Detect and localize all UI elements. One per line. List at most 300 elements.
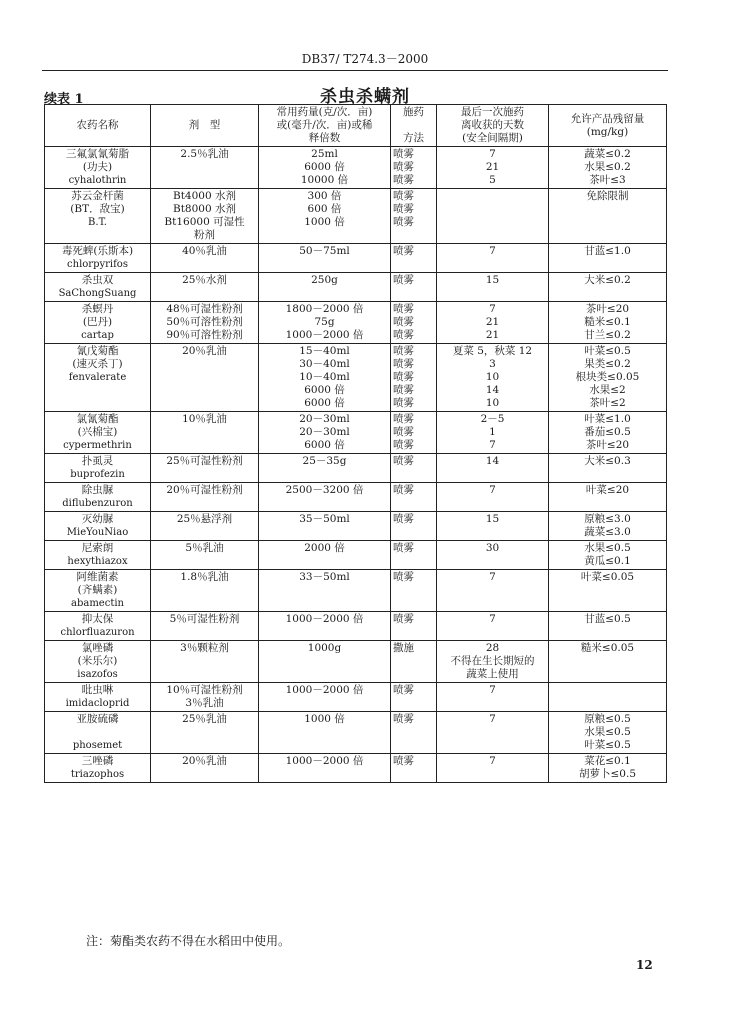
cell-interval [437, 412, 549, 454]
cell-line: 1000－2000 倍 [285, 755, 364, 767]
header-line: 方法 [403, 132, 424, 144]
cell-line: 7 [489, 245, 496, 257]
cell-residue [549, 712, 667, 754]
cell-line: 1000 倍 [304, 216, 345, 228]
cell-dose [259, 302, 391, 344]
cell-interval [437, 147, 549, 189]
cell-line: hexythiazox [67, 556, 128, 567]
cell-line: 毒死蜱(乐斯本) [61, 245, 134, 257]
cell-line: 7 [489, 303, 496, 315]
cell-dose [259, 683, 391, 712]
cell-line: 胡萝卜≤0.5 [579, 768, 636, 780]
cell-method [391, 189, 437, 244]
cell-line: 苏云金杆菌 [71, 190, 124, 202]
cell-line: 6000 倍 [304, 397, 345, 409]
cell-line: 水果≤0.5 [584, 726, 631, 738]
cell-name [45, 454, 151, 483]
cell-name [45, 147, 151, 189]
cell-residue [549, 302, 667, 344]
table-row [45, 344, 667, 412]
cell-residue [549, 683, 667, 712]
cell-line: 10－40ml [299, 371, 350, 383]
cell-line: diflubenzuron [62, 498, 133, 509]
table-row [45, 189, 667, 244]
cell-line: 1.8％乳油 [180, 571, 229, 583]
cell-line: Bt16000 可湿性 [164, 216, 245, 228]
cell-line: 原粮≤0.5 [584, 713, 631, 725]
cell-line: (速灭杀丁) [72, 358, 123, 370]
cell-line: 1 [489, 426, 496, 438]
header-method [391, 105, 437, 147]
cell-line: B.T. [88, 217, 107, 228]
cell-name [45, 541, 151, 570]
cell-line: 21 [485, 316, 500, 328]
cell-line: 7 [489, 439, 496, 451]
cell-line: 原粮≤3.0 [584, 513, 631, 525]
header-residue [549, 105, 667, 147]
cell-interval [437, 683, 549, 712]
cell-line: 抑太保 [81, 613, 114, 625]
cell-line: 扑虱灵 [81, 455, 114, 467]
cell-interval [437, 273, 549, 302]
cell-name [45, 189, 151, 244]
header-line: (mg/kg) [586, 125, 629, 138]
cell-name [45, 712, 151, 754]
cell-line: 尼索朗 [81, 542, 114, 554]
cell-line: cartap [81, 330, 114, 341]
cell-line: 7 [489, 613, 496, 625]
cell-line: 叶菜≤20 [585, 484, 630, 496]
cell-residue [549, 344, 667, 412]
cell-form [151, 454, 259, 483]
cell-line: 25％水剂 [182, 274, 227, 286]
cell-form [151, 541, 259, 570]
cell-line: 杀螟丹 [81, 303, 114, 315]
cell-dose [259, 541, 391, 570]
cell-line: 1000g [307, 642, 342, 654]
cell-line: 2000 倍 [304, 542, 345, 554]
cell-form [151, 570, 259, 612]
cell-line: 粉剂 [194, 229, 215, 241]
header-line: 剂 型 [188, 119, 221, 131]
cell-dose [259, 483, 391, 512]
cell-line: 甘蓝≤0.5 [584, 613, 631, 625]
continued-label: 续表 1 [44, 92, 84, 107]
cell-line: 除虫脲 [81, 484, 114, 496]
table-header-row [45, 105, 667, 147]
cell-name [45, 612, 151, 641]
cell-line: 喷雾 [393, 397, 414, 409]
cell-dose [259, 344, 391, 412]
cell-interval [437, 244, 549, 273]
cell-line: 21 [485, 161, 500, 173]
cell-residue [549, 412, 667, 454]
cell-line: 28 [485, 642, 500, 654]
cell-residue [549, 612, 667, 641]
cell-line: imidacloprid [65, 698, 130, 709]
cell-line: 蔬菜≤3.0 [584, 526, 631, 538]
cell-line: 茶叶≤3 [589, 174, 626, 186]
cell-line: 水果≤0.2 [584, 161, 631, 173]
cell-line: 7 [489, 684, 496, 696]
header-line [393, 119, 434, 132]
cell-line: 6000 倍 [304, 384, 345, 396]
table-row [45, 454, 667, 483]
cell-line: triazophos [70, 769, 125, 780]
pesticide-table [44, 104, 667, 783]
cell-residue [549, 273, 667, 302]
cell-line: 不得在生长期短的 [450, 655, 535, 667]
table-row [45, 147, 667, 189]
cell-dose [259, 454, 391, 483]
cell-line: 喷雾 [393, 413, 414, 425]
cell-line: 叶菜≤0.5 [584, 739, 631, 751]
cell-line: (BT．敌宝) [70, 203, 125, 215]
cell-line: 喷雾 [393, 371, 414, 383]
cell-interval [437, 344, 549, 412]
table-row [45, 712, 667, 754]
cell-line: 喷雾 [393, 571, 414, 583]
cell-residue [549, 641, 667, 683]
cell-method [391, 273, 437, 302]
cell-residue [549, 244, 667, 273]
cell-residue [549, 189, 667, 244]
header-line: 农药名称 [76, 119, 119, 131]
cell-line: chlorfluazuron [60, 627, 135, 638]
cell-line: 7 [489, 755, 496, 767]
cell-method [391, 754, 437, 783]
cell-method [391, 302, 437, 344]
cell-line: 250g [311, 274, 338, 286]
cell-line: 7 [489, 148, 496, 160]
cell-form [151, 244, 259, 273]
cell-form [151, 712, 259, 754]
table-row [45, 273, 667, 302]
header-line: 最后一次施药 [461, 106, 524, 118]
cell-line: 6000 倍 [304, 439, 345, 451]
cell-line: 亚胺硫磷 [76, 713, 119, 725]
cell-line: 喷雾 [393, 274, 414, 286]
cell-line: 10％乳油 [182, 413, 227, 425]
table-row [45, 612, 667, 641]
cell-form [151, 344, 259, 412]
cell-line: 25％可湿性粉剂 [166, 455, 243, 467]
cell-line: 7 [489, 713, 496, 725]
cell-name [45, 683, 151, 712]
cell-line: 喷雾 [393, 713, 414, 725]
cell-line: 7 [489, 484, 496, 496]
cell-line: 300 倍 [307, 190, 342, 202]
cell-line: 喷雾 [393, 303, 414, 315]
cell-line: 20％乳油 [182, 755, 227, 767]
cell-form [151, 412, 259, 454]
header-line: (安全间隔期) [462, 132, 523, 144]
cell-method [391, 483, 437, 512]
cell-method [391, 612, 437, 641]
cell-line: 喷雾 [393, 316, 414, 328]
cell-line: 90％可溶性粉剂 [166, 329, 243, 341]
cell-residue [549, 754, 667, 783]
cell-line: 14 [485, 455, 500, 467]
cell-line: 30－40ml [299, 358, 350, 370]
header-line: 或(毫升/次．亩)或稀 [276, 119, 373, 131]
cell-dose [259, 712, 391, 754]
cell-form [151, 302, 259, 344]
cell-line: 撒施 [393, 642, 414, 654]
cell-interval [437, 189, 549, 244]
cell-line: 果类≤0.2 [584, 358, 631, 370]
cell-line: 三唑磷 [81, 755, 114, 767]
cell-line: 喷雾 [393, 161, 414, 173]
table-row [45, 754, 667, 783]
cell-form [151, 754, 259, 783]
cell-form [151, 147, 259, 189]
cell-line: 20－30ml [299, 426, 350, 438]
cell-line: 甘蓝≤1.0 [584, 245, 631, 257]
cell-form [151, 612, 259, 641]
footnote: 注：菊酯类农药不得在水稻田中使用。 [86, 934, 291, 948]
cell-interval [437, 302, 549, 344]
cell-line: 15－40ml [299, 345, 350, 357]
cell-line: 14 [485, 384, 500, 396]
table-row [45, 302, 667, 344]
cell-line: 喷雾 [393, 613, 414, 625]
cell-interval [437, 754, 549, 783]
cell-line: 喷雾 [393, 190, 414, 202]
cell-line: 25ml [311, 148, 338, 160]
cell-line: 氯唑磷 [81, 642, 114, 654]
cell-line: 喷雾 [393, 148, 414, 160]
cell-residue [549, 541, 667, 570]
cell-line: (齐螨素) [77, 584, 118, 596]
cell-line: MieYouNiao [66, 527, 129, 538]
cell-interval [437, 541, 549, 570]
cell-line: 21 [485, 329, 500, 341]
header-line: 释倍数 [308, 132, 341, 144]
cell-interval [437, 570, 549, 612]
cell-method [391, 244, 437, 273]
cell-line: 菜花≤0.1 [584, 755, 631, 767]
cell-line: chlorpyrifos [67, 259, 128, 270]
cell-line: 35－50ml [299, 513, 350, 525]
cell-line: 喷雾 [393, 484, 414, 496]
cell-line: phosemet [72, 740, 123, 751]
cell-line: 1000－2000 倍 [285, 329, 364, 341]
cell-line: 20％可湿性粉剂 [166, 484, 243, 496]
cell-line: SaChongSuang [58, 288, 137, 299]
cell-form [151, 641, 259, 683]
cell-line: 10％可湿性粉剂 [166, 684, 243, 696]
cell-dose [259, 754, 391, 783]
cell-line: 33－50ml [299, 571, 350, 583]
header-line: 常用药量(克/次．亩) [276, 106, 373, 118]
cell-line: 水果≤0.5 [584, 542, 631, 554]
cell-dose [259, 570, 391, 612]
cell-line: 1000－2000 倍 [285, 613, 364, 625]
cell-line: Bt8000 水剂 [173, 203, 236, 215]
cell-form [151, 512, 259, 541]
cell-line: 5％可湿性粉剂 [169, 613, 240, 625]
cell-name [45, 273, 151, 302]
cell-line: Bt4000 水剂 [173, 190, 236, 202]
cell-name [45, 641, 151, 683]
table-row [45, 412, 667, 454]
cell-line: 大米≤0.3 [584, 455, 631, 467]
cell-line: 喷雾 [393, 245, 414, 257]
cell-line: 茶叶≤20 [585, 439, 630, 451]
cell-line: 5％乳油 [185, 542, 224, 554]
cell-line: 25％乳油 [182, 713, 227, 725]
cell-line: (巴丹) [82, 316, 113, 328]
cell-line: 3％乳油 [185, 697, 224, 709]
cell-line: 48％可湿性粉剂 [166, 303, 243, 315]
cell-line: 甘兰≤0.2 [584, 329, 631, 341]
cell-interval [437, 512, 549, 541]
cell-dose [259, 189, 391, 244]
header-name [45, 105, 151, 147]
cell-line: 2500－3200 倍 [285, 484, 364, 496]
cell-line: 2.5％乳油 [180, 148, 229, 160]
cell-line: 喷雾 [393, 174, 414, 186]
cell-line: buprofezin [70, 469, 125, 480]
cell-line: 喷雾 [393, 439, 414, 451]
cell-line: 氯氰菊酯 [76, 413, 119, 425]
page-number: 12 [636, 958, 653, 972]
cell-interval [437, 454, 549, 483]
cell-dose [259, 147, 391, 189]
header-dose [259, 105, 391, 147]
cell-line: cyhalothrin [68, 175, 127, 186]
cell-line: 3％颗粒剂 [180, 642, 229, 654]
cell-line: 杀虫双 [81, 274, 114, 286]
header-form [151, 105, 259, 147]
cell-method [391, 454, 437, 483]
header-interval [437, 105, 549, 147]
cell-dose [259, 273, 391, 302]
cell-line: 喷雾 [393, 513, 414, 525]
cell-line: 5 [489, 174, 496, 186]
cell-line: (兴棉宝) [77, 426, 118, 438]
cell-line: 氰戊菊酯 [76, 345, 119, 357]
cell-line: 10000 倍 [300, 174, 349, 186]
cell-method [391, 344, 437, 412]
cell-line: 喷雾 [393, 216, 414, 228]
cell-line [47, 726, 148, 739]
cell-residue [549, 454, 667, 483]
cell-interval [437, 641, 549, 683]
cell-line: 3 [489, 358, 496, 370]
cell-line: 喷雾 [393, 345, 414, 357]
cell-line: 6000 倍 [304, 161, 345, 173]
cell-dose [259, 641, 391, 683]
table-title: 杀虫杀螨剂 [320, 87, 410, 107]
cell-form [151, 483, 259, 512]
cell-line: 蔬菜≤0.2 [584, 148, 631, 160]
cell-line: isazofos [77, 669, 118, 680]
cell-line: 糙米≤0.05 [580, 642, 635, 654]
cell-line: (功夫) [82, 161, 113, 173]
header-line: 离收获的天数 [461, 119, 524, 131]
cell-name [45, 302, 151, 344]
cell-name [45, 412, 151, 454]
cell-dose [259, 512, 391, 541]
cell-dose [259, 412, 391, 454]
cell-name [45, 483, 151, 512]
cell-line: 1800－2000 倍 [285, 303, 364, 315]
cell-line: 喷雾 [393, 384, 414, 396]
cell-name [45, 754, 151, 783]
cell-line: 蔬菜上使用 [466, 668, 519, 680]
cell-line: 茶叶≤20 [585, 303, 630, 315]
cell-method [391, 412, 437, 454]
cell-name [45, 344, 151, 412]
cell-form [151, 189, 259, 244]
cell-line: fenvalerate [68, 372, 127, 383]
cell-line: 15 [485, 274, 500, 286]
cell-line: 600 倍 [307, 203, 342, 215]
cell-name [45, 512, 151, 541]
cell-line: 叶菜≤0.05 [580, 571, 635, 583]
cell-line: 吡虫啉 [81, 684, 114, 696]
cell-line: 1000 倍 [304, 713, 345, 725]
cell-line: 50％可溶性粉剂 [166, 316, 243, 328]
cell-line: 夏菜 5，秋菜 12 [452, 345, 533, 357]
table-row [45, 512, 667, 541]
standard-number: DB37/ T274.3－2000 [301, 52, 429, 66]
cell-name [45, 570, 151, 612]
cell-line: 喷雾 [393, 358, 414, 370]
cell-residue [549, 483, 667, 512]
cell-line: 15 [485, 513, 500, 525]
cell-line: 免除限制 [586, 190, 629, 202]
cell-method [391, 147, 437, 189]
cell-line: 糙米≤0.1 [584, 316, 631, 328]
cell-line: 40％乳油 [182, 245, 227, 257]
table-row [45, 683, 667, 712]
cell-method [391, 683, 437, 712]
cell-line: 喷雾 [393, 455, 414, 467]
cell-line: 灭幼脲 [81, 513, 114, 525]
cell-form [151, 683, 259, 712]
cell-line: 30 [485, 542, 500, 554]
cell-line: 10 [485, 371, 500, 383]
cell-interval [437, 712, 549, 754]
table-row [45, 483, 667, 512]
cell-line: 三氟氯氰菊脂 [66, 148, 129, 160]
cell-method [391, 641, 437, 683]
cell-line: 叶菜≤1.0 [584, 413, 631, 425]
cell-line: 喷雾 [393, 203, 414, 215]
cell-residue [549, 147, 667, 189]
cell-line: cypermethrin [63, 440, 132, 451]
cell-line: 番茄≤0.5 [584, 426, 631, 438]
cell-line: 7 [489, 571, 496, 583]
cell-line: 大米≤0.2 [584, 274, 631, 286]
table-row [45, 641, 667, 683]
table-row [45, 541, 667, 570]
table-row [45, 570, 667, 612]
cell-dose [259, 612, 391, 641]
cell-line: 喷雾 [393, 755, 414, 767]
cell-line: 25％悬浮剂 [176, 513, 233, 525]
cell-dose [259, 244, 391, 273]
cell-line: 1000－2000 倍 [285, 684, 364, 696]
cell-line: (米乐尔) [77, 655, 118, 667]
cell-line: 阿维菌素 [76, 571, 119, 583]
cell-method [391, 541, 437, 570]
cell-name [45, 244, 151, 273]
cell-line: 20％乳油 [182, 345, 227, 357]
